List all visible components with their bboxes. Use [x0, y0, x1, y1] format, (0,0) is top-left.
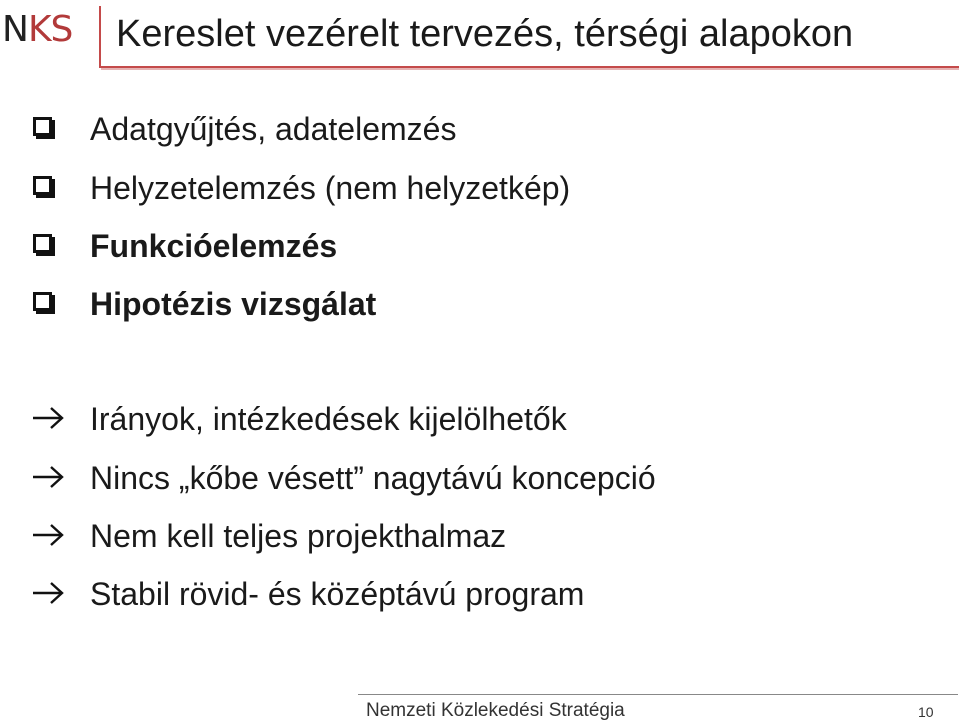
right-arrow-icon: [30, 522, 66, 548]
checkbox-square-icon: [33, 292, 52, 311]
right-arrow-icon: [30, 405, 66, 431]
outcome-item-text: Nem kell teljes projekthalmaz: [90, 518, 507, 554]
right-arrow-icon: [30, 580, 66, 606]
outcome-item-text: Nincs „kőbe vésett” nagytávú koncepció: [90, 460, 656, 496]
header-vertical-divider: [99, 6, 101, 68]
checklist-item-text: Helyzetelemzés (nem helyzetkép): [90, 170, 571, 206]
slide-title: Kereslet vezérelt tervezés, térségi alapokon: [116, 13, 854, 55]
nks-logo: [2, 9, 73, 50]
footer-divider: [358, 694, 958, 695]
checklist-item-text: Hipotézis vizsgálat: [90, 286, 377, 322]
checkbox-square-icon: [33, 117, 52, 136]
checkbox-square-icon: [33, 176, 52, 195]
footer-text: Nemzeti Közlekedési Stratégia: [366, 700, 625, 721]
checklist-item-text: Adatgyűjtés, adatelemzés: [90, 111, 457, 147]
page-number: 10: [918, 704, 934, 720]
header-underline-shadow: [101, 68, 959, 70]
outcome-item-text: Stabil rövid- és középtávú program: [90, 576, 585, 612]
outcome-item-text: Irányok, intézkedések kijelölhetők: [90, 401, 567, 437]
logo-letter-n: N: [2, 9, 28, 50]
logo-letters-ks: KS: [27, 9, 73, 50]
right-arrow-icon: [30, 464, 66, 490]
checkbox-square-icon: [33, 234, 52, 253]
checklist-item-text: Funkcióelemzés: [90, 228, 338, 264]
